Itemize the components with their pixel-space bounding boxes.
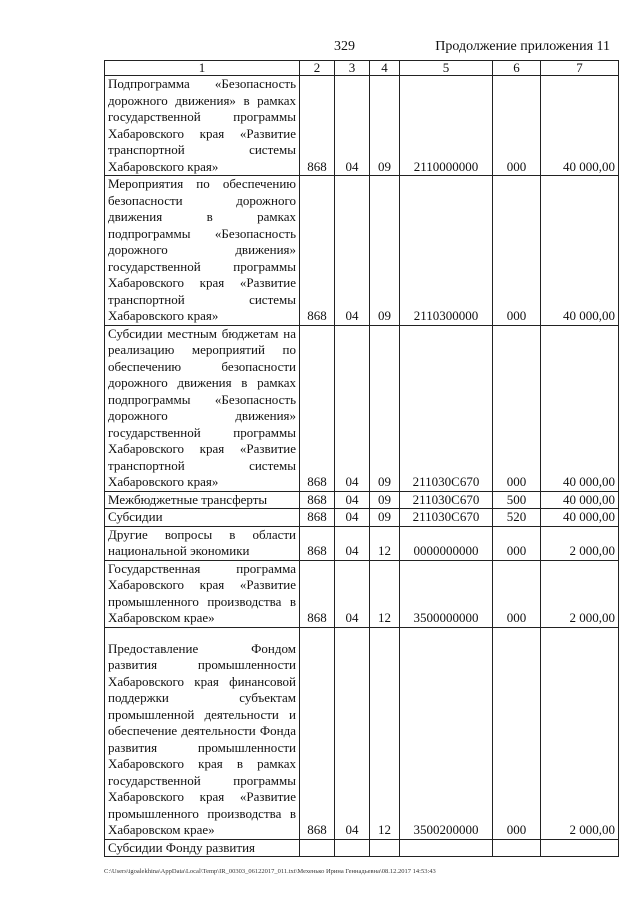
subsection-code: 12 bbox=[370, 560, 400, 627]
subsection-code: 09 bbox=[370, 491, 400, 509]
ministry-code: 868 bbox=[300, 560, 335, 627]
table-row bbox=[105, 526, 619, 560]
table-row bbox=[105, 176, 619, 326]
amount: 40 000,00 bbox=[541, 325, 619, 491]
ministry-code: 868 bbox=[300, 509, 335, 527]
column-header: 6 bbox=[493, 61, 541, 76]
expense-type-code: 000 bbox=[493, 325, 541, 491]
expense-type-code: 000 bbox=[493, 76, 541, 176]
column-header: 1 bbox=[105, 61, 300, 76]
table-row bbox=[105, 839, 619, 857]
subsection-code: 09 bbox=[370, 76, 400, 176]
row-description: Другие вопросы в области национальной экономики bbox=[105, 526, 300, 560]
page-number: 329 bbox=[334, 39, 355, 54]
budget-table bbox=[104, 60, 619, 857]
row-description: Государственная программа Хабаровского края «Развитие промышленного производства в Хабаровском крае» bbox=[105, 560, 300, 627]
target-article-code: 0000000000 bbox=[400, 526, 493, 560]
appendix-title: Продолжение приложения 11 bbox=[435, 39, 610, 54]
column-header: 7 bbox=[541, 61, 619, 76]
target-article-code: 211030С670 bbox=[400, 509, 493, 527]
table-row bbox=[105, 325, 619, 491]
footer-file-path: C:\Users\igoalekhina\AppData\Local\Temp\IR_00303_06122017_011.txt\Мехенько Ирина Геннадьевна\08.12.2017 14:53:43 bbox=[104, 868, 436, 875]
target-article-code: 3500200000 bbox=[400, 627, 493, 839]
expense-type-code: 520 bbox=[493, 509, 541, 527]
row-description: Мероприятия по обеспечению безопасности дорожного движения в рамках подпрограммы «Безопасность дорожного движения» государственной программы Хабаровского края «Развитие транспортной системы Хабаровского края» bbox=[105, 176, 300, 326]
section-code: 04 bbox=[335, 491, 370, 509]
target-article-code: 2110000000 bbox=[400, 76, 493, 176]
expense-type-code: 000 bbox=[493, 176, 541, 326]
amount: 2 000,00 bbox=[541, 526, 619, 560]
amount: 40 000,00 bbox=[541, 491, 619, 509]
section-code: 04 bbox=[335, 176, 370, 326]
ministry-code: 868 bbox=[300, 76, 335, 176]
expense-type-code: 500 bbox=[493, 491, 541, 509]
subsection-code: 09 bbox=[370, 325, 400, 491]
section-code: 04 bbox=[335, 526, 370, 560]
column-header: 4 bbox=[370, 61, 400, 76]
expense-type-code: 000 bbox=[493, 526, 541, 560]
table-row bbox=[105, 76, 619, 176]
ministry-code: 868 bbox=[300, 526, 335, 560]
amount: 2 000,00 bbox=[541, 560, 619, 627]
section-code: 04 bbox=[335, 560, 370, 627]
target-article-code: 3500000000 bbox=[400, 560, 493, 627]
row-description: Субсидии bbox=[105, 509, 300, 527]
ministry-code: 868 bbox=[300, 325, 335, 491]
row-description: Предоставление Фондом развития промышленности Хабаровского края финансовой поддержки субъектам промышленной деятельности и обеспечение деятельности Фонда развития промышленности Хабаровского края в рамках государственной программы Хабаровского края «Развитие промышленного производства в Хабаровском крае» bbox=[105, 627, 300, 839]
target-article-code bbox=[400, 839, 493, 857]
amount bbox=[541, 839, 619, 857]
subsection-code: 12 bbox=[370, 526, 400, 560]
table-row bbox=[105, 491, 619, 509]
expense-type-code: 000 bbox=[493, 560, 541, 627]
table-row bbox=[105, 627, 619, 839]
subsection-code bbox=[370, 839, 400, 857]
amount: 40 000,00 bbox=[541, 176, 619, 326]
column-header: 5 bbox=[400, 61, 493, 76]
table-row bbox=[105, 509, 619, 527]
subsection-code: 09 bbox=[370, 509, 400, 527]
column-header: 3 bbox=[335, 61, 370, 76]
ministry-code: 868 bbox=[300, 176, 335, 326]
amount: 2 000,00 bbox=[541, 627, 619, 839]
ministry-code bbox=[300, 839, 335, 857]
ministry-code: 868 bbox=[300, 491, 335, 509]
section-code: 04 bbox=[335, 76, 370, 176]
column-header: 2 bbox=[300, 61, 335, 76]
target-article-code: 211030С670 bbox=[400, 491, 493, 509]
row-description: Субсидии местным бюджетам на реализацию мероприятий по обеспечению безопасности дорожного движения в рамках подпрограммы «Безопасность дорожного движения» государственной программы Хабаровского края «Развитие транспортной системы Хабаровского края» bbox=[105, 325, 300, 491]
expense-type-code bbox=[493, 839, 541, 857]
table-header-row bbox=[105, 61, 619, 76]
subsection-code: 09 bbox=[370, 176, 400, 326]
section-code bbox=[335, 839, 370, 857]
section-code: 04 bbox=[335, 509, 370, 527]
target-article-code: 2110300000 bbox=[400, 176, 493, 326]
amount: 40 000,00 bbox=[541, 76, 619, 176]
section-code: 04 bbox=[335, 325, 370, 491]
ministry-code: 868 bbox=[300, 627, 335, 839]
row-description: Субсидии Фонду развития bbox=[105, 839, 300, 857]
table-row bbox=[105, 560, 619, 627]
amount: 40 000,00 bbox=[541, 509, 619, 527]
expense-type-code: 000 bbox=[493, 627, 541, 839]
subsection-code: 12 bbox=[370, 627, 400, 839]
row-description: Подпрограмма «Безопасность дорожного движения» в рамках государственной программы Хабаровского края «Развитие транспортной системы Хабаровского края» bbox=[105, 76, 300, 176]
section-code: 04 bbox=[335, 627, 370, 839]
row-description: Межбюджетные трансферты bbox=[105, 491, 300, 509]
target-article-code: 211030С670 bbox=[400, 325, 493, 491]
